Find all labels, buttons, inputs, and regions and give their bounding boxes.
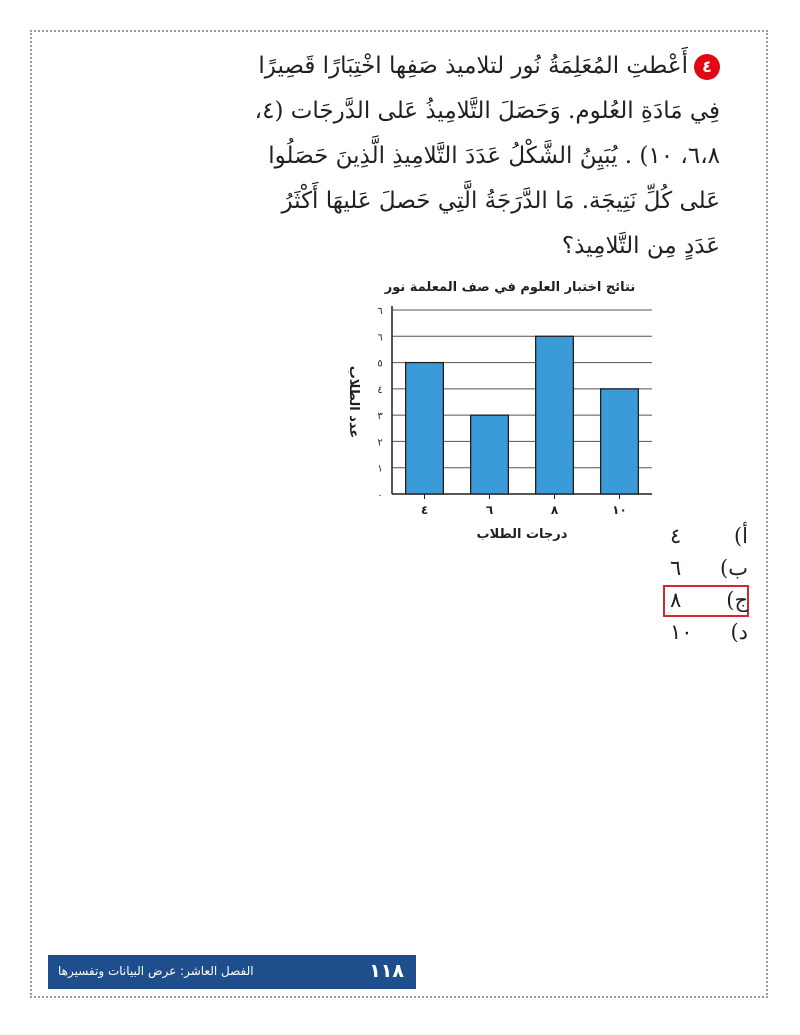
y-tick-label: ٢ (377, 437, 383, 449)
question-line-4: عَلى كُلِّ نَتِيجَة. مَا الدَّرَجَةُ الَّتِي حَصلَ عَليهَا أَكْثَرُ (281, 188, 720, 214)
question-line-2: فِي مَادَةِ العُلوم. وَحَصَلَ التَّلامِيذُ عَلى الدَّرجَات (٤، (254, 98, 720, 124)
x-axis-label: درجات الطلاب (476, 527, 568, 542)
bar-4 (601, 389, 639, 494)
x-tick-label: ٤ (420, 503, 429, 517)
y-tick-label: ١ (377, 463, 383, 475)
x-tick-label: ٦ (485, 503, 494, 517)
chart-title: نتائج اختبار العلوم في صف المعلمة نور (384, 280, 636, 295)
choice-value: ٨ (670, 588, 682, 612)
y-tick-label: ٦ (377, 332, 383, 344)
page-number: ١١٨ (369, 960, 404, 982)
bar-chart (330, 290, 670, 542)
question-line-5: عَدَدٍ مِن التَّلامِيذ؟ (561, 233, 720, 259)
choice-b[interactable] (660, 552, 770, 584)
choice-value: ٤ (670, 524, 682, 548)
choice-value: ٦ (670, 556, 682, 580)
answer-choices (660, 520, 770, 648)
question-number-badge: ٤ (694, 54, 720, 80)
y-tick-label: ٤ (377, 384, 383, 396)
chapter-title: الفصل العاشر: عرض البيانات وتفسيرها (58, 964, 254, 978)
choice-d[interactable] (660, 616, 770, 648)
y-tick-label: ٣ (377, 411, 383, 423)
choice-letter: د) (730, 620, 748, 644)
choice-letter: ب) (720, 556, 748, 580)
question-line-3: ٦،٨، ١٠) . يُبَيِنُ الشَّكْلُ عَدَدَ التَّلامِيذِ الَّذِينَ حَصَلُوا (268, 143, 720, 169)
bar-1 (406, 363, 444, 494)
y-axis-label: عدد الطلاب (346, 365, 361, 439)
bar-2 (471, 415, 509, 494)
y-tick-label: ٠ (377, 490, 383, 501)
y-tick-label: ٦ (377, 306, 383, 317)
question-line-1: ٤أَعْطتِ المُعَلِمَةُ نُور لتلاميذ صَفِها اخْتِبَارًا قَصِيرًا (108, 44, 720, 89)
question-text (108, 44, 720, 269)
x-tick-label: ٨ (550, 503, 559, 517)
choice-a[interactable] (660, 520, 770, 552)
choice-value: ١٠ (670, 620, 693, 644)
chapter-footer (48, 955, 416, 989)
y-tick-label: ٥ (377, 358, 383, 370)
choice-letter: ج) (726, 588, 748, 612)
choice-letter: أ) (733, 524, 748, 548)
x-tick-label: ١٠ (612, 503, 627, 517)
choice-c[interactable] (660, 584, 770, 616)
bar-3 (536, 336, 574, 494)
